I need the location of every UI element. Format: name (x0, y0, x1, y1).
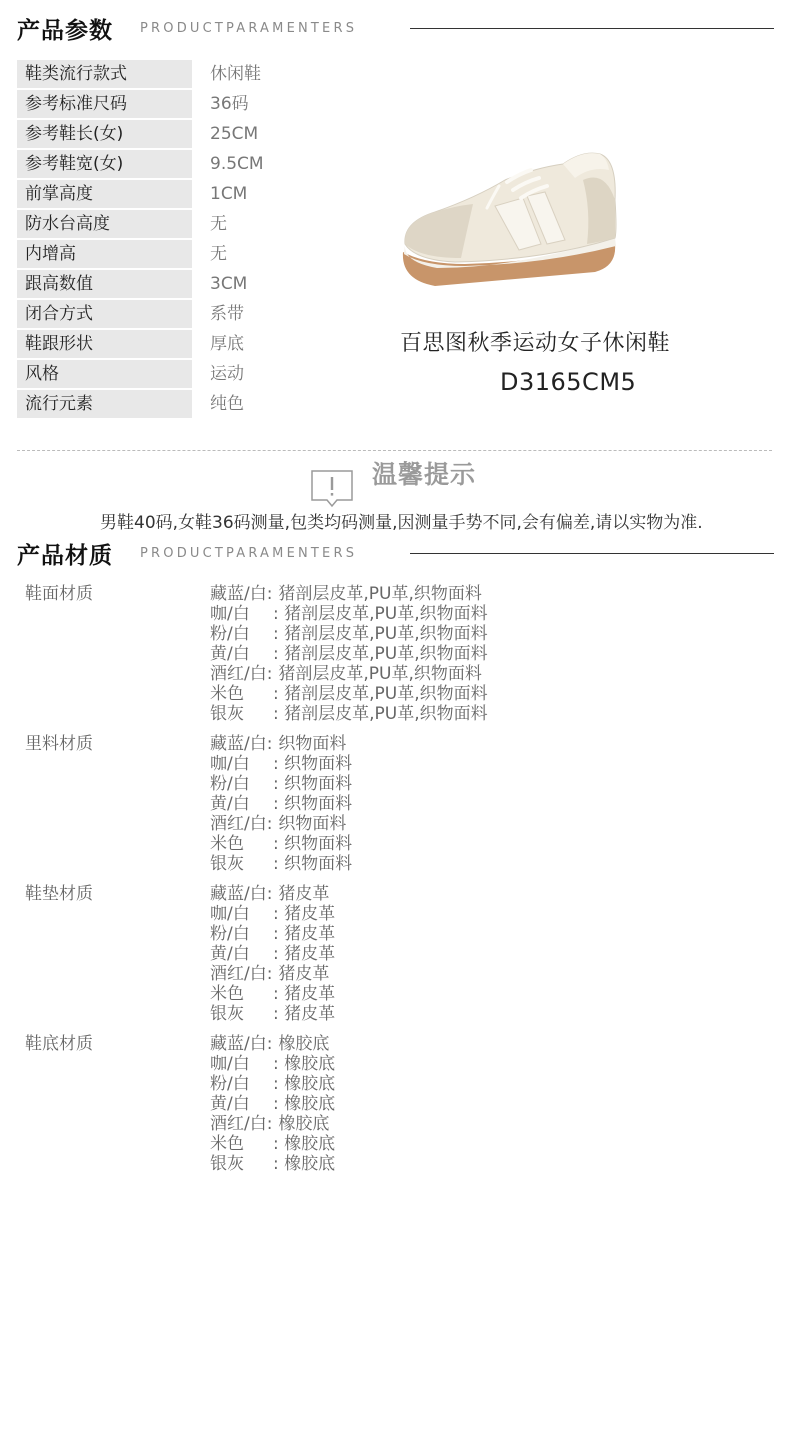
material-line (210, 704, 765, 724)
param-row (17, 360, 377, 390)
section-rule (410, 28, 774, 29)
color-name: 藏蓝/白: (210, 884, 273, 904)
material-line (210, 604, 765, 624)
param-label: 闭合方式 (17, 300, 192, 328)
color-name: 米色 (210, 834, 244, 854)
material-line (210, 1134, 765, 1154)
material-line (210, 924, 765, 944)
material-value: : 猪剖层皮革,PU革,织物面料 (273, 704, 488, 724)
material-line (210, 854, 765, 874)
material-line (210, 1034, 765, 1054)
color-name: 银灰 (210, 1154, 244, 1174)
color-name: 藏蓝/白: (210, 584, 273, 604)
material-value: 织物面料 (273, 734, 347, 754)
param-value: 无 (210, 244, 227, 264)
color-name: 咖/白 (210, 754, 250, 774)
section-subtitle: PRODUCTPARAMENTERS (140, 546, 358, 561)
params-table (17, 60, 377, 420)
material-line (210, 904, 765, 924)
material-value: : 橡胶底 (273, 1134, 336, 1154)
param-label: 防水台高度 (17, 210, 192, 238)
color-name: 银灰 (210, 704, 244, 724)
param-label: 参考鞋宽(女) (17, 150, 192, 178)
material-group (25, 584, 765, 724)
param-row (17, 60, 377, 90)
color-name: 咖/白 (210, 1054, 250, 1074)
section-title: 产品材质 (17, 543, 113, 569)
material-value: : 织物面料 (273, 854, 353, 874)
color-name: 黄/白 (210, 794, 250, 814)
material-line (210, 1094, 765, 1114)
material-value: : 猪剖层皮革,PU革,织物面料 (273, 624, 488, 644)
param-value: 运动 (210, 364, 244, 384)
material-value: : 猪剖层皮革,PU革,织物面料 (273, 684, 488, 704)
param-label: 鞋跟形状 (17, 330, 192, 358)
material-line (210, 794, 765, 814)
material-value: 猪皮革 (273, 964, 330, 984)
param-value: 纯色 (210, 394, 244, 414)
color-name: 咖/白 (210, 604, 250, 624)
color-name: 藏蓝/白: (210, 1034, 273, 1054)
material-value: : 猪皮革 (273, 924, 336, 944)
param-row (17, 180, 377, 210)
material-value: 织物面料 (273, 814, 347, 834)
material-line (210, 624, 765, 644)
color-name: 粉/白 (210, 624, 250, 644)
param-row (17, 150, 377, 180)
color-name: 米色 (210, 684, 244, 704)
material-label: 鞋底材质 (25, 1034, 93, 1054)
param-value: 3CM (210, 274, 248, 294)
material-line (210, 584, 765, 604)
material-value: 猪剖层皮革,PU革,织物面料 (273, 584, 482, 604)
material-value: : 织物面料 (273, 774, 353, 794)
material-value: : 猪剖层皮革,PU革,织物面料 (273, 604, 488, 624)
material-line (210, 664, 765, 684)
color-name: 黄/白 (210, 644, 250, 664)
material-label: 鞋面材质 (25, 584, 93, 604)
param-label: 鞋类流行款式 (17, 60, 192, 88)
material-line (210, 644, 765, 664)
material-value: : 织物面料 (273, 834, 353, 854)
material-value: : 橡胶底 (273, 1074, 336, 1094)
material-label: 里料材质 (25, 734, 93, 754)
material-value: : 织物面料 (273, 754, 353, 774)
param-row (17, 390, 377, 420)
material-value: 猪皮革 (273, 884, 330, 904)
tip-text: 男鞋40码,女鞋36码测量,包类均码测量,因测量手势不同,会有偏差,请以实物为准. (100, 513, 703, 533)
product-name: 百思图秋季运动女子休闲鞋 (400, 331, 671, 356)
material-line (210, 1074, 765, 1094)
material-value: 橡胶底 (273, 1114, 330, 1134)
material-line (210, 1114, 765, 1134)
material-value: : 猪皮革 (273, 984, 336, 1004)
material-line (210, 1054, 765, 1074)
param-label: 风格 (17, 360, 192, 388)
section-rule (410, 553, 774, 554)
material-value: 猪剖层皮革,PU革,织物面料 (273, 664, 482, 684)
material-group (25, 734, 765, 874)
material-value: : 橡胶底 (273, 1094, 336, 1114)
color-name: 粉/白 (210, 924, 250, 944)
param-row (17, 270, 377, 300)
param-row (17, 240, 377, 270)
section-subtitle: PRODUCTPARAMENTERS (140, 21, 358, 36)
section-title: 产品参数 (17, 18, 113, 44)
materials-list (25, 584, 765, 1184)
material-line (210, 774, 765, 794)
color-name: 咖/白 (210, 904, 250, 924)
material-group (25, 1034, 765, 1174)
alert-bubble-icon (310, 470, 354, 508)
tip-title: 温馨提示 (372, 460, 477, 489)
color-name: 酒红/白: (210, 814, 273, 834)
material-value: : 橡胶底 (273, 1154, 336, 1174)
params-section-header (17, 12, 774, 44)
color-name: 黄/白 (210, 1094, 250, 1114)
param-label: 参考鞋长(女) (17, 120, 192, 148)
material-value: : 猪皮革 (273, 1004, 336, 1024)
param-label: 参考标准尺码 (17, 90, 192, 118)
param-row (17, 300, 377, 330)
param-value: 休闲鞋 (210, 64, 261, 84)
param-value: 9.5CM (210, 154, 264, 174)
material-value: : 橡胶底 (273, 1054, 336, 1074)
param-value: 无 (210, 214, 227, 234)
material-line (210, 944, 765, 964)
material-line (210, 734, 765, 754)
material-value: : 织物面料 (273, 794, 353, 814)
param-row (17, 120, 377, 150)
param-row (17, 330, 377, 360)
material-value: 橡胶底 (273, 1034, 330, 1054)
param-label: 流行元素 (17, 390, 192, 418)
param-label: 跟高数值 (17, 270, 192, 298)
material-line (210, 1004, 765, 1024)
color-name: 银灰 (210, 1004, 244, 1024)
color-name: 酒红/白: (210, 1114, 273, 1134)
material-line (210, 814, 765, 834)
color-name: 藏蓝/白: (210, 734, 273, 754)
dashed-divider (17, 450, 772, 451)
material-label: 鞋垫材质 (25, 884, 93, 904)
param-row (17, 210, 377, 240)
material-value: : 猪皮革 (273, 944, 336, 964)
param-label: 前掌高度 (17, 180, 192, 208)
material-line (210, 984, 765, 1004)
color-name: 银灰 (210, 854, 244, 874)
material-line (210, 884, 765, 904)
param-value: 系带 (210, 304, 244, 324)
color-name: 黄/白 (210, 944, 250, 964)
material-line (210, 834, 765, 854)
color-name: 米色 (210, 984, 244, 1004)
material-group (25, 884, 765, 1024)
param-value: 25CM (210, 124, 259, 144)
color-name: 米色 (210, 1134, 244, 1154)
param-value: 厚底 (210, 334, 244, 354)
param-label: 内增高 (17, 240, 192, 268)
material-line (210, 1154, 765, 1174)
param-row (17, 90, 377, 120)
material-line (210, 754, 765, 774)
param-value: 1CM (210, 184, 248, 204)
product-code: D3165CM5 (500, 368, 637, 396)
sneaker-image (395, 140, 625, 295)
color-name: 酒红/白: (210, 664, 273, 684)
color-name: 酒红/白: (210, 964, 273, 984)
param-value: 36码 (210, 94, 249, 114)
materials-section-header (17, 537, 774, 569)
color-name: 粉/白 (210, 1074, 250, 1094)
material-value: : 猪皮革 (273, 904, 336, 924)
material-value: : 猪剖层皮革,PU革,织物面料 (273, 644, 488, 664)
material-line (210, 964, 765, 984)
color-name: 粉/白 (210, 774, 250, 794)
material-line (210, 684, 765, 704)
